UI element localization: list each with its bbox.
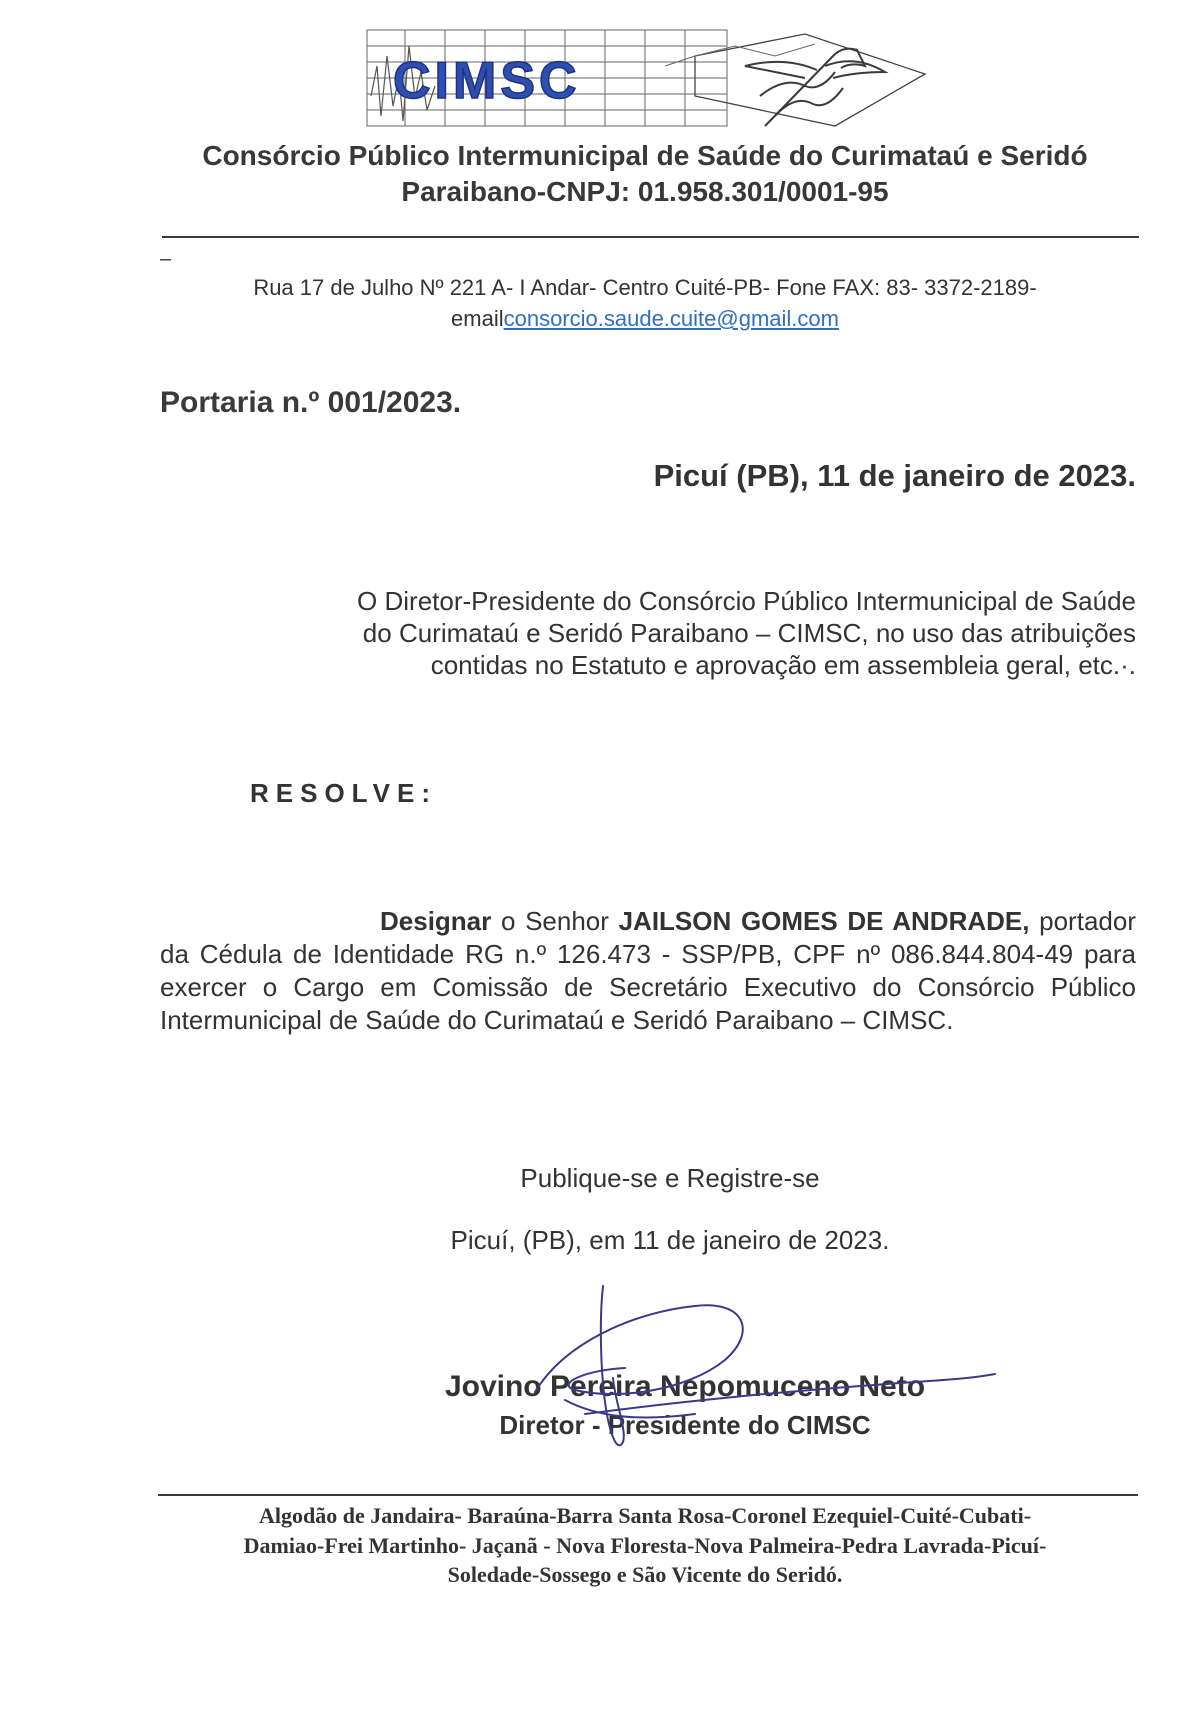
email-line <box>150 306 1140 332</box>
designation-paragraph <box>160 905 1136 1037</box>
portaria-number: Portaria n.º 001/2023. <box>160 386 462 419</box>
caduceus-icon <box>745 49 885 126</box>
address-line: Rua 17 de Julho Nº 221 A- I Andar- Centro Cuité-PB- Fone FAX: 83- 3372-2189- <box>253 275 1037 300</box>
publish-line: Publique-se e Registre-se <box>520 1163 820 1193</box>
designation-text-part1: o Senhor <box>491 906 619 936</box>
header-divider <box>162 236 1139 238</box>
footer-municipalities-line2: Damiao-Frei Martinho- Jaçanã - Nova Floresta-Nova Palmeira-Pedra Lavrada-Picuí- <box>243 1533 1047 1558</box>
designation-verb: Designar <box>380 906 492 936</box>
org-name-line1: Consórcio Público Intermunicipal de Saúde do Curimataú e Seridó <box>202 140 1088 171</box>
intro-line: O Diretor-Presidente do Consórcio Público Intermunicipal de Saúde <box>357 586 1136 616</box>
footer-municipalities-line3: Soledade-Sossego e São Vicente do Seridó. <box>447 1562 843 1587</box>
intro-line: contidas no Estatuto e aprovação em assembleia geral, etc.·. <box>430 650 1136 680</box>
designation-text-rest: portador da Cédula de Identidade RG n.º 126.473 - SSP/PB, CPF nº 086.844.804-49 para exercer o Cargo em Comissão de Secretário Executivo do Consórcio Público Intermunicipal de Saúde do Curimataú e Seridó Paraibano – CIMSC. <box>160 906 1136 1035</box>
resolve-heading: RESOLVE: <box>250 778 437 808</box>
signer-title: Diretor - Presidente do CIMSC <box>499 1410 871 1440</box>
email-link[interactable]: consorcio.saude.cuite@gmail.com <box>503 306 839 331</box>
intro-line: do Curimataú e Seridó Paraibano – CIMSC, no uso das atribuições <box>362 618 1136 648</box>
email-label: email <box>451 306 504 331</box>
cimsc-logo <box>365 26 935 138</box>
document-date: Picuí (PB), 11 de janeiro de 2023. <box>653 458 1136 493</box>
org-name-line2: Paraibano-CNPJ: 01.958.301/0001-95 <box>401 176 889 207</box>
header-dash: – <box>160 248 172 270</box>
logo-text: CIMSC <box>393 52 581 110</box>
footer-divider <box>158 1494 1138 1496</box>
designee-name: JAILSON GOMES DE ANDRADE, <box>618 906 1030 936</box>
handwritten-signature <box>495 1282 1005 1457</box>
intro-paragraph <box>250 585 1136 681</box>
signer-name: Jovino Pereira Nepomuceno Neto <box>444 1370 926 1403</box>
closing-date: Picuí, (PB), em 11 de janeiro de 2023. <box>450 1225 890 1255</box>
footer-municipalities-line1: Algodão de Jandaira- Baraúna-Barra Santa Rosa-Coronel Ezequiel-Cuité-Cubati- <box>258 1503 1032 1528</box>
